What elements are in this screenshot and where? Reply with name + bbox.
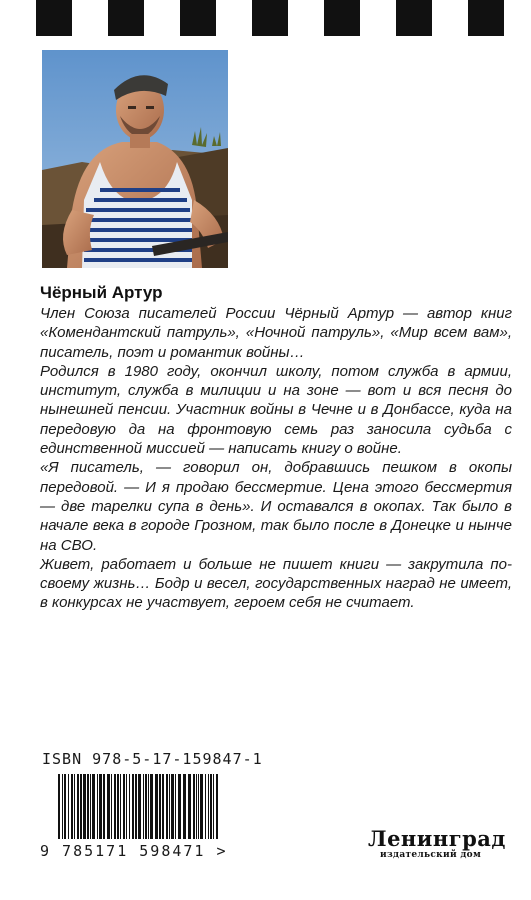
publisher-logo (368, 828, 518, 860)
checker-square (0, 0, 36, 36)
barcode-bar (74, 774, 75, 839)
checker-square (504, 0, 531, 36)
checker-square (180, 0, 216, 36)
barcode-bar (97, 774, 98, 839)
barcode-bar (155, 774, 158, 839)
barcode-bar (114, 774, 116, 839)
barcode-bar (107, 774, 110, 839)
isbn-label: ISBN 978-5-17-159847-1 (42, 750, 263, 768)
barcode-bar (135, 774, 137, 839)
checker-square (216, 0, 252, 36)
barcode-bar (150, 774, 153, 839)
barcode-bar (83, 774, 86, 839)
barcode-bar (71, 774, 73, 839)
checker-square (252, 0, 288, 36)
barcode-bar (87, 774, 89, 839)
barcode-bar (166, 774, 168, 839)
barcode-bar (169, 774, 170, 839)
barcode-bar (138, 774, 141, 839)
barcode-bar (80, 774, 82, 839)
barcode-bar (196, 774, 197, 839)
checker-square (36, 0, 72, 36)
barcode-bar (117, 774, 119, 839)
bio-paragraph: Член Союза писателей России Чёрный Артур — автор книг «Комендантский патруль», «Ночной патруль», «Мир всем вам», писатель, поэт и романтик войны… (40, 305, 512, 361)
barcode-bar (200, 774, 203, 839)
barcode-bar (103, 774, 105, 839)
checker-square (468, 0, 504, 36)
author-portrait-icon (42, 50, 228, 268)
author-photo (42, 50, 228, 268)
barcode-bar (111, 774, 112, 839)
bio-paragraph: «Я писатель, — говорил он, добравшись пешком в окопы передовой. — И я продаю бессмертие. Цена этого бессмертия — две тарелки супа в день». И оставался в окопах. Так было в начале века в городе Грозном, так было после в Донецке и нынче на СВО. (40, 459, 512, 554)
author-name: Чёрный Артур (40, 283, 163, 302)
barcode-bar (90, 774, 91, 839)
barcode-bar (188, 774, 191, 839)
barcode-icon (58, 774, 218, 839)
barcode-bar (92, 774, 95, 839)
checker-square (108, 0, 144, 36)
barcode-bar (175, 774, 176, 839)
barcode-bar (162, 774, 164, 839)
checker-square (144, 0, 180, 36)
barcode-bar (178, 774, 181, 839)
barcode-bar (129, 774, 130, 839)
barcode-bar (148, 774, 149, 839)
checker-square (72, 0, 108, 36)
publisher-name: Ленинград (368, 826, 506, 851)
checker-square (432, 0, 468, 36)
barcode-bar (120, 774, 121, 839)
barcode-bar (210, 774, 212, 839)
checker-border (0, 0, 531, 36)
barcode-bar (132, 774, 134, 839)
barcode-bar (123, 774, 125, 839)
checker-square (288, 0, 324, 36)
barcode-bar (126, 774, 127, 839)
barcode-bar (159, 774, 161, 839)
barcode-bar (193, 774, 195, 839)
bio-paragraph: Родился в 1980 году, окончил школу, потом служба в армии, институт, служба в милиции и на зоне — вот и вся песня до нынешней пенсии. Участник войны в Чечне и в Донбассе, куда на передовую да на фронтовую семь раз заносила судьба с единственной миссией — написать книгу о войне. (40, 362, 512, 458)
barcode-bar (171, 774, 174, 839)
barcode-bar (62, 774, 63, 839)
author-bio (40, 304, 512, 613)
checker-square (324, 0, 360, 36)
barcode-digits: 9 785171 598471 > (40, 842, 228, 860)
barcode-bar (77, 774, 79, 839)
barcode-bar (198, 774, 199, 839)
barcode-bar (205, 774, 206, 839)
barcode-bar (213, 774, 214, 839)
barcode-bar (208, 774, 209, 839)
checker-square (396, 0, 432, 36)
barcode-bar (145, 774, 147, 839)
barcode-bar (216, 774, 218, 839)
barcode-bar (68, 774, 69, 839)
publisher-subtitle: издательский дом (380, 850, 482, 860)
checker-square (360, 0, 396, 36)
barcode-bar (143, 774, 144, 839)
barcode-bar (64, 774, 66, 839)
bio-paragraph: Живет, работает и больше не пишет книги — закрутила по-своему жизнь… Бодр и весел, государственных наград не имеет, в конкурсах не участвует, героем себя не считает. (40, 555, 512, 612)
barcode-bar (99, 774, 102, 839)
barcode-bar (183, 774, 186, 839)
barcode-bar (58, 774, 60, 839)
